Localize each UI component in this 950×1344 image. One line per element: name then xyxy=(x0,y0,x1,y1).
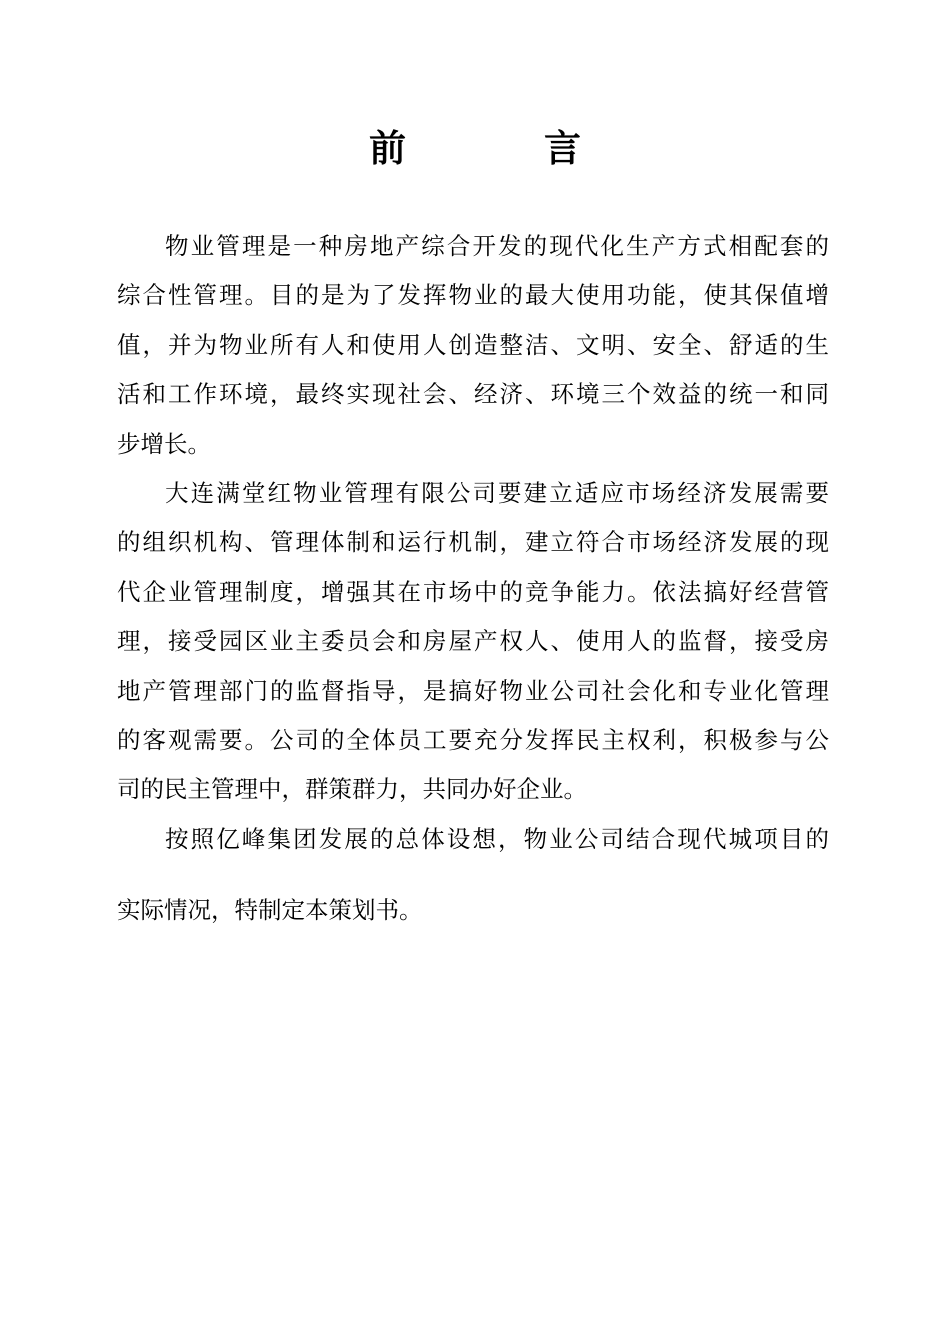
paragraph-line: 物业管理是一种房地产综合开发的现代化生产方式相配套的 xyxy=(165,232,829,260)
paragraph-line: 司的民主管理中，群策群力，共同办好企业。 xyxy=(117,775,587,804)
paragraph-1 xyxy=(117,222,829,469)
paragraph-line: 综合性管理。目的是为了发挥物业的最大使用功能，使其保值增 xyxy=(117,281,829,310)
paragraph-line: 大连满堂红物业管理有限公司要建立适应市场经济发展需要 xyxy=(165,479,829,508)
paragraph-2 xyxy=(117,469,829,815)
paragraph-3 xyxy=(117,815,829,936)
paragraph-line: 值，并为物业所有人和使用人创造整洁、文明、安全、舒适的生 xyxy=(117,330,829,359)
title-char-1: 前 xyxy=(369,126,406,170)
paragraph-line: 实际情况，特制定本策划书。 xyxy=(117,896,423,925)
paragraph-line: 的客观需要。公司的全体员工要充分发挥民主权利，积极参与公 xyxy=(117,726,829,755)
title-char-2: 言 xyxy=(544,126,581,170)
paragraph-line: 步增长。 xyxy=(117,429,211,458)
document-body xyxy=(117,222,829,936)
page-title xyxy=(0,124,950,172)
paragraph-line: 地产管理部门的监督指导，是搞好物业公司社会化和专业化管理 xyxy=(117,676,829,705)
paragraph-line: 的组织机构、管理体制和运行机制，建立符合市场经济发展的现 xyxy=(117,528,829,557)
paragraph-line: 活和工作环境，最终实现社会、经济、环境三个效益的统一和同 xyxy=(117,380,829,409)
paragraph-line: 按照亿峰集团发展的总体设想，物业公司结合现代城项目的 xyxy=(165,824,829,853)
paragraph-line: 代企业管理制度，增强其在市场中的竞争能力。依法搞好经营管 xyxy=(117,577,829,606)
paragraph-line: 理，接受园区业主委员会和房屋产权人、使用人的监督，接受房 xyxy=(117,627,829,656)
